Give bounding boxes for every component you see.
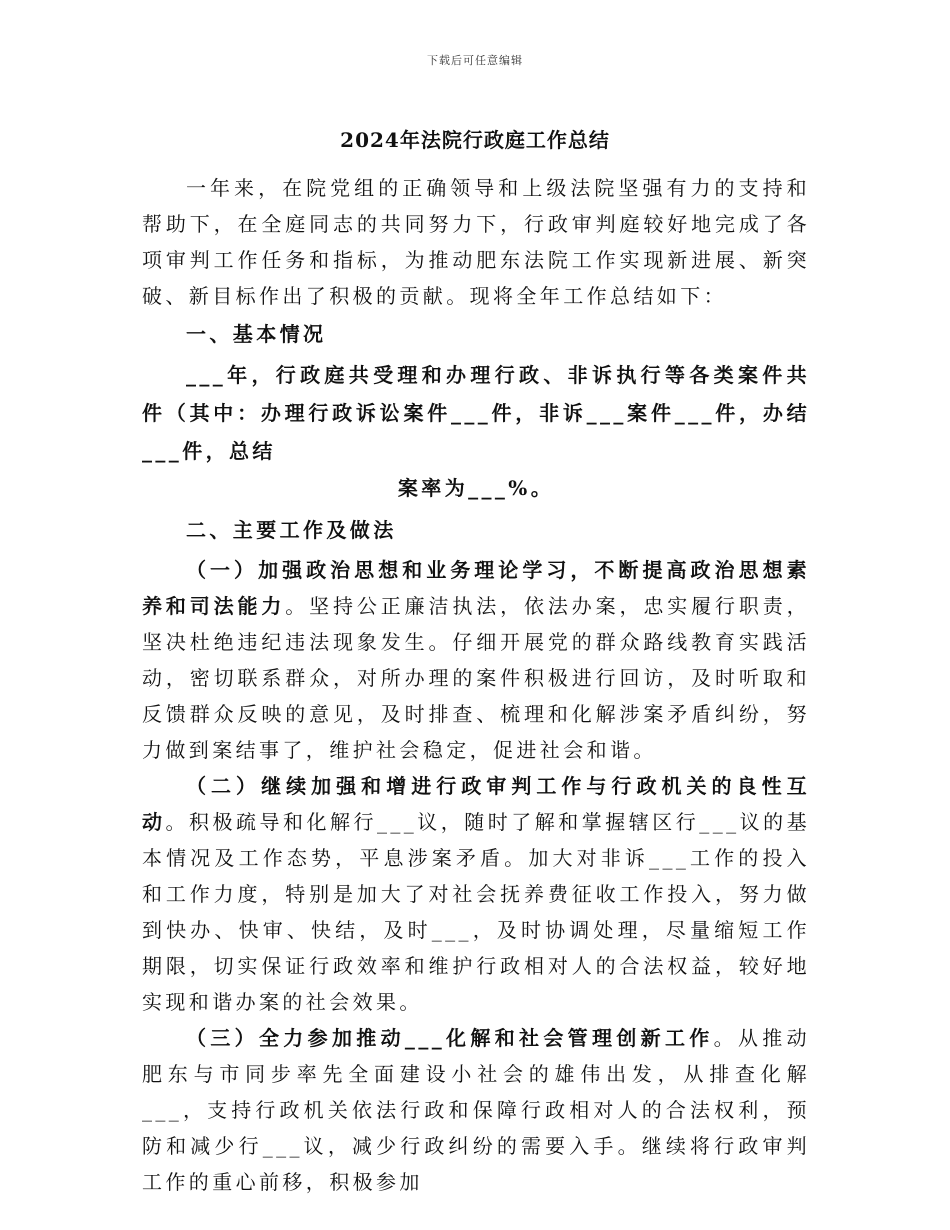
work-item-2-title: （二）继续加强和增进行政审判工作与行政机关的良性互动	[142, 774, 810, 834]
document-title: 2024年法院行政庭工作总结	[340, 128, 610, 152]
section-basic-text: ___年，行政庭共受理和办理行政、非诉执行等各类案件共件（其中：办理行政诉讼案件___件，非诉___案件___件，办结___件，总结	[142, 363, 810, 463]
work-item-3-title: （三）全力参加推动___化解和社会管理创新工作	[186, 1026, 714, 1050]
section-basic-text-last: 案率为___%。	[397, 476, 555, 500]
work-item-1-text: 。坚持公正廉洁执法，依法办案，忠实履行职责，坚决杜绝违纪违法现象发生。仔细开展党的群众路线教育实践活动，密切联系群众，对所办理的案件积极进行回访，及时听取和反馈群众反映的意见，及时排查、梳理和化解涉案矛盾纠纷，努力做到案结事了，维护社会稳定，促进社会和谐。	[142, 594, 810, 762]
section-heading-basic: 一、基本情况	[186, 322, 327, 346]
work-item-3-text: 。从推动肥东与市同步率先全面建设小社会的雄伟出发，从排查化解___，支持行政机关依法行政和保障行政相对人的合法权利，预防和减少行___议，减少行政纠纷的需要入手。继续将行政审判工作的重心前移，积极参加	[142, 1026, 810, 1194]
section-heading-work: 二、主要工作及做法	[186, 518, 397, 542]
work-item-3	[142, 1020, 810, 1200]
page-header: 下载后可任意编辑	[427, 54, 523, 67]
document-body	[142, 170, 810, 1200]
work-item-1	[142, 552, 810, 768]
work-item-1-title: （一）加强政治思想和业务理论学习，不断提高政治思想素养和司法能力	[142, 558, 810, 618]
intro-paragraph: 一年来，在院党组的正确领导和上级法院坚强有力的支持和帮助下，在全庭同志的共同努力下，行政审判庭较好地完成了各项审判工作任务和指标，为推动肥东法院工作实现新进展、新突破、新目标作出了积极的贡献。现将全年工作总结如下：	[142, 176, 810, 308]
work-item-2-text: 。积极疏导和化解行___议，随时了解和掌握辖区行___议的基本情况及工作态势，平息涉案矛盾。加大对非诉___工作的投入和工作力度，特别是加大了对社会抚养费征收工作投入，努力做到快办、快审、快结，及时___，及时协调处理，尽量缩短工作期限，切实保证行政效率和维护行政相对人的合法权益，较好地实现和谐办案的社会效果。	[142, 810, 810, 1014]
work-item-2	[142, 768, 810, 1020]
